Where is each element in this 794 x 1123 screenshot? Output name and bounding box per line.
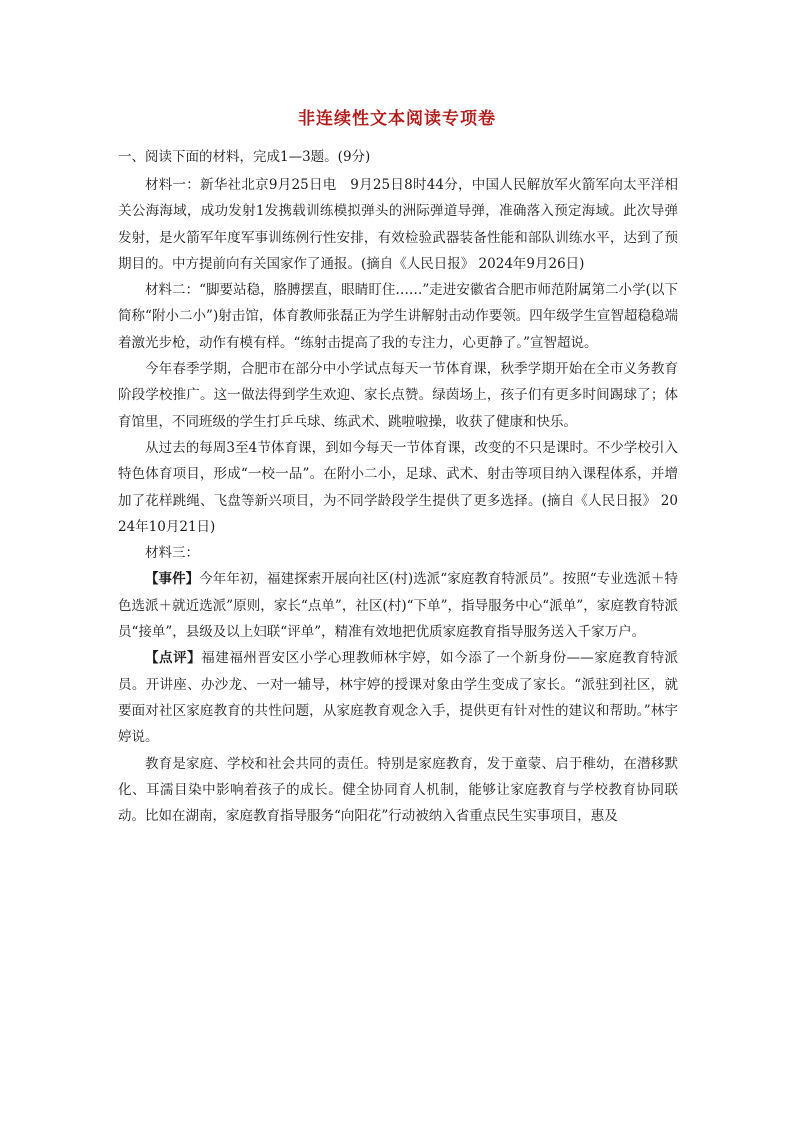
paragraph-text: 材料二：“脚要站稳，胳膊摆直，眼睛盯住……”走进安徽省合肥市师范附属第二小学(以下简称“附小二小”)射击馆，体育教师张磊正为学生讲解射击动作要领。四年级学生宣智超稳稳端着激光步枪，动作有模有样。“练射击提高了我的专注力，心更静了。”宣智超说。 [118, 282, 678, 351]
paragraph-material-3-label [118, 540, 678, 566]
paragraph-material-2-cont-2 [118, 435, 678, 540]
paragraph-text: 从过去的每周3至4节体育课，到如今每天一节体育课，改变的不只是课时。不少学校引入特色体育项目，形成“一校一品”。在附小二小，足球、武术、射击等项目纳入课程体系，并增加了花样跳绳、飞盘等新兴项目，为不同学龄段学生提供了更多选择。(摘自《人民日报》 2024年10月21日) [118, 439, 678, 535]
document-body [118, 172, 678, 829]
paragraph-comment [118, 645, 678, 750]
paragraph-text: 今年春季学期，合肥市在部分中小学试点每天一节体育课，秋季学期开始在全市义务教育阶段学校推广。这一做法得到学生欢迎、家长点赞。绿茵场上，孩子们有更多时间踢球了；体育馆里，不同班级的学生打乒乓球、练武术、跳啦啦操，收获了健康和快乐。 [118, 361, 678, 430]
paragraph-text: 材料三： [145, 545, 199, 562]
event-tag: 【事件】 [145, 571, 200, 588]
document-title: 非连续性文本阅读专项卷 [298, 109, 496, 129]
paragraph-material-2 [118, 277, 678, 356]
paragraph-education [118, 751, 678, 830]
paragraph-event [118, 566, 678, 645]
section-heading: 一、阅读下面的材料，完成1—3题。(9分) [118, 149, 371, 165]
paragraph-text: 材料一：新华社北京9月25日电 9月25日8时44分，中国人民解放军火箭军向太平洋相关公海海域，成功发射1发携载训练模拟弹头的洲际弹道导弹，准确落入预定海域。此次导弹发射，是火箭军年度军事训练例行性安排，有效检验武器装备性能和部队训练水平，达到了预期目的。中方提前向有关国家作了通报。(摘自《人民日报》 2024年9月26日) [118, 177, 678, 272]
paragraph-text: 今年年初，福建探索开展向社区(村)选派“家庭教育特派员”。按照“专业选派＋特色选派＋就近选派”原则，家长“点单”，社区(村)“下单”，指导服务中心“派单”，家庭教育特派员“接单”，县级及以上妇联“评单”，精准有效地把优质家庭教育指导服务送入千家万户。 [118, 571, 679, 641]
paragraph-material-1 [118, 172, 678, 277]
paragraph-material-2-cont-1 [118, 356, 678, 435]
paragraph-text: 福建福州晋安区小学心理教师林宇婷，如今添了一个新身份——家庭教育特派员。开讲座、办沙龙、一对一辅导，林宇婷的授课对象由学生变成了家长。“派驻到社区，就要面对社区家庭教育的共性问题，从家庭教育观念入手，提供更有针对性的建议和帮助。”林宇婷说。 [118, 650, 679, 746]
comment-tag: 【点评】 [145, 650, 202, 667]
paragraph-text: 教育是家庭、学校和社会共同的责任。特别是家庭教育，发于童蒙、启于稚幼，在潜移默化、耳濡目染中影响着孩子的成长。健全协同育人机制，能够让家庭教育与学校教育协同联动。比如在湖南，家庭教育指导服务“向阳花”行动被纳入省重点民生实事项目，惠及 [118, 755, 678, 825]
